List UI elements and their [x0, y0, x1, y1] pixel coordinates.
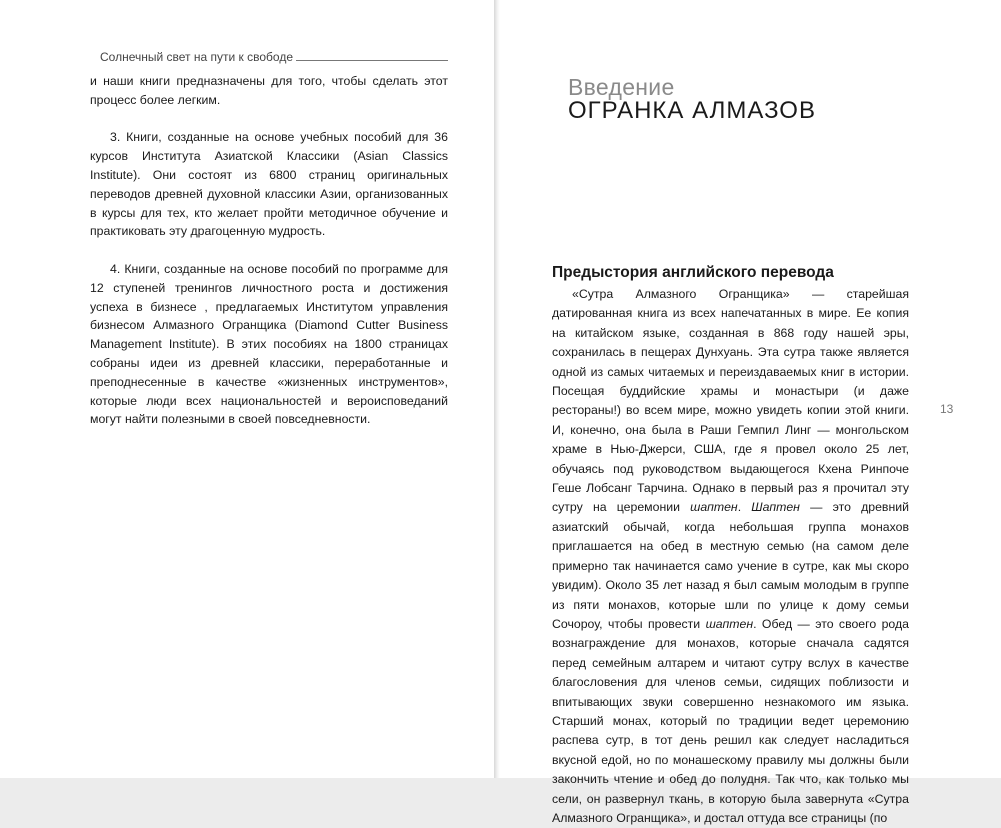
- paragraph-item-3: 3. Книги, созданные на основе учебных пособий для 36 курсов Института Азиатской Классики (Asian Classics Institute). Они состоят из 6800 страниц оригинальных переводов древней духовной классики Азии, организованных в курсы для тех, кто желает пройти методичное обучение и практиковать эту драгоценную мудрость.: [90, 130, 448, 239]
- running-head: [100, 50, 448, 64]
- chapter-label: Введение: [568, 74, 675, 100]
- paragraph-item-4: 4. Книги, созданные на основе пособий по программе для 12 ступеней тренингов личностного роста и достижения успеха в бизнесе , предлагаемых Институтом управления бизнесом Алмазного Огранщика (Diamond Cutter Business Management Institute). В этих пособиях на 1800 страницах собраны идеи из древней классики, переработанные и преподнесенные в качестве «жизненных инструментов», которые люди всех национальностей и вероисповеданий могут найти полезными в своей повседневности.: [90, 261, 448, 427]
- body-text-3: . Обед — это своего рода вознаграждение для монахов, которые сначала садятся перед семейным алтарем и читают сутру вслух в качестве благословения для членов семьи, сидящих поблизости и впитывающих звуки совершенно незнакомого им языка. Старший монах, который по традиции ведет церемонию распева сутр, в тот день решил как следует насладиться вкусной едой, но по монашескому правилу мы должны были закончить чтение и обед до полудня. Так что, как только мы сели, он развернул ткань, в которую была завернута «Сутра Алмазного Огранщика», и достал оттуда все страницы (по: [552, 616, 909, 825]
- section-heading: Предыстория английского перевода: [552, 264, 834, 281]
- body-paragraph: «Сутра Алмазного Огранщика» — старейшая датированная книга из всех напечатанных в мире. Ее копия на китайском языке, созданная в 868 году нашей эры, сохранилась в пещерах Дунхуань. Эта сутра также является одной из самых читаемых и переиздаваемых книг в истории. Посещая буддийские храмы и монастыри (и даже рестораны!) во всем мире, можно увидеть копии этой книги. И, конечно, она была в Раши Гемпил Линг — монгольском храме в Нью-Джерси, США, где я провел около 25 лет, обучаясь под руководством выдающегося Кхена Ринпоче Геше Лобсанг Тарчина. Однако в первый раз я прочитал эту сутру на церемонии шаптен. Шаптен — это древний азиатский обычай, когда небольшая группа монахов приглашается на обед в местную семью (на самом деле примерно так начинается само учение в сутре, как мы скоро увидим). Около 35 лет назад я был самым молодым в группе из пяти монахов, которые шли по улице к дому семьи Сочороу, чтобы провести шаптен. Обед — это своего рода вознаграждение для монахов, которые сначала садятся перед семейным алтарем и читают сутру вслух в качестве благословения для членов семьи, сидящих поблизости и впитывающих звуки совершенно незнакомого им языка. Старший монах, который по традиции ведет церемонию распева сутр, в тот день решил как следует насладиться вкусной едой, но по монашескому правилу мы должны были закончить чтение и обед до полудня. Так что, как только мы сели, он развернул ткань, в которую была завернута «Сутра Алмазного Огранщика», и достал оттуда все страницы (по: [552, 287, 909, 825]
- running-head-rule: [296, 60, 448, 61]
- term-shapten-3: шаптен: [705, 616, 754, 631]
- term-shapten-2: Шаптен: [751, 500, 800, 515]
- right-page-body: [552, 285, 909, 828]
- right-page: [500, 0, 1001, 825]
- paragraph-continuation: и наши книги предназначены для того, чтобы сделать этот процесс более легким.: [90, 74, 448, 107]
- running-head-text: Солнечный свет на пути к свободе: [100, 50, 293, 64]
- body-text-1: «Сутра Алмазного Огранщика» — старейшая датированная книга из всех напечатанных в мире. Ее копия на китайском языке, созданная в 868 году нашей эры, сохранилась в пещерах Дунхуань. Эта сутра также является одной из самых читаемых и переиздаваемых книг в истории. Посещая буддийские храмы и монастыри (и даже рестораны!) во всем мире, можно увидеть копии этой книги. И, конечно, она была в Раши Гемпил Линг — монгольском храме в Нью-Джерси, США, где я провел около 25 лет, обучаясь под руководством выдающегося Кхена Ринпоче Геше Лобсанг Тарчина. Однако в первый раз я прочитал эту сутру на церемонии: [552, 287, 909, 515]
- left-page-body: [90, 72, 448, 429]
- chapter-title: ОГРАНКА АЛМАЗОВ: [568, 97, 816, 124]
- left-page: [0, 0, 494, 778]
- term-shapten-1: шаптен: [690, 500, 738, 515]
- page-number: 13: [940, 402, 954, 416]
- body-text-2: — это древний азиатский обычай, когда небольшая группа монахов приглашается на обед в местную семью (на самом деле примерно так начинается само учение в сутре, как мы скоро увидим). Около 35 лет назад я был самым молодым в группе из пяти монахов, которые шли по улице к дому семьи Сочороу, чтобы провести: [552, 500, 909, 631]
